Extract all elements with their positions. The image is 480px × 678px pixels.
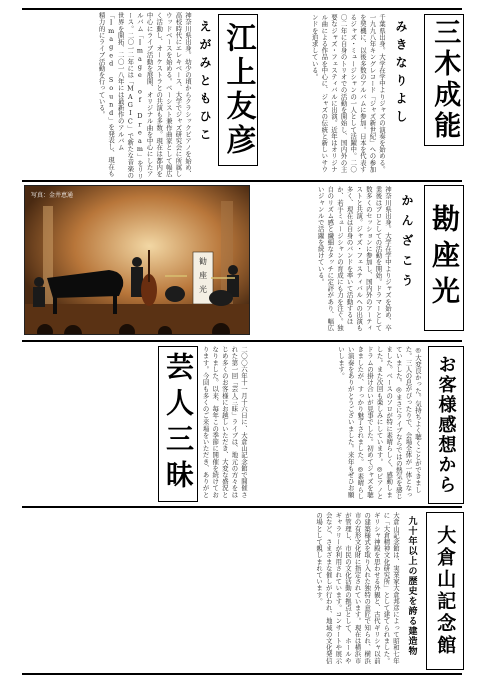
rule-mid-top bbox=[22, 180, 462, 182]
arts-body-text: 二〇〇六年十一月十六日に、大倉山記念館で開催された第一回「芸人三昧」ライブは、地元の方々をはじめ多くのお客様にお越しいただき、大変な盛況となりました。以来、毎年この季節に開催を続けております。今回も多くのご来場をいただき、ありがと bbox=[202, 346, 248, 498]
egami-bio-text: 神奈川県出身。幼少の頃からクラシックピアノを始め、高校時代にエレキベース、大学でジャズ研究会に所属しウッドベースを始める。ベーシスト兼作曲家として幅広く活動し、オーケストラとの共演も多数。現在は都内を中心にライブ活動を展開、オリジナル曲を中心にしたアルバム「Image of Dream」をリリース。二〇一二年には「MAGIC」で新たな音楽の世界を開拓、二〇一八年には最新作のアルバム「Imaged Sound」を発表し、現在も精力的にライブ活動を行っている。 bbox=[97, 12, 192, 180]
kanza-bio-text: 神奈川県出身。大学在学中よりジャズを始め、卒業後はプロとしての活動を開始。ドラマーとして数多くのセッションに参加し、国内外のアーティストと共演。ジャズ・フェスティバルへの出演も多く、現在は自身のバンドを率いて活動するほか、若手ミュージシャンの育成にも力を注ぐ。独自のリズム感と繊細なタッチに定評があり、幅広いジャンルで活躍を続けている。 bbox=[316, 186, 392, 332]
miki-name-title: 三木成能 bbox=[429, 18, 461, 142]
kinenkan-title-box bbox=[426, 512, 464, 670]
arts-title: 芸人三昧 bbox=[162, 352, 195, 496]
photo-credit: 写真：金井恵通 bbox=[31, 192, 74, 199]
egami-name-box bbox=[218, 14, 258, 166]
customer-title: お客様感想から bbox=[435, 355, 457, 495]
customer-comments: ◎大変良かった。気持ちよく聴くことができました。三人の息がぴったりで、会場全体が一体となっていました。◎まさにライブならではの熱気を感じました。ベースのソロが特に素晴らしく、感動しました。また次回も楽しみにしています。◎ピアノとドラムの掛け合いが見事でした。初めてジャズを聴きましたが、すっかり魅了されました。◎素晴らしい演奏をありがとうございました。来年もぜひお願いします。 bbox=[337, 346, 422, 500]
kanza-name-reading: かんざこう bbox=[400, 194, 414, 294]
kinenkan-subtitle: 九十年以上の歴史を誇る建造物 bbox=[406, 516, 417, 656]
svg-text:光: 光 bbox=[199, 285, 207, 294]
arts-body-left bbox=[22, 346, 154, 502]
customer-title-box bbox=[428, 346, 464, 504]
arts-title-box bbox=[158, 346, 198, 502]
rule-mid-bottom bbox=[22, 340, 462, 342]
kinenkan-title: 大倉山記念館 bbox=[434, 525, 457, 657]
svg-text:座: 座 bbox=[199, 271, 207, 280]
miki-name-box bbox=[424, 14, 464, 146]
kinenkan-body-text: 大倉山記念館は、実業家大倉邦彦によって昭和七年に「大倉精神文化研究所」として建てられました。ギリシャ神殿を思わせる外観と、古代ギリシャ以前の建築様式を取り入れた独特の意匠で知られ、横浜市の有形文化財に指定されています。現在は横浜市が管理し、市民の文化活動の拠点として、ホールやギャラリーが利用されています。コンサートや展示会など、さまざまな催しが行われ、地域の文化発信の場として親しまれています。 bbox=[315, 512, 400, 664]
rule-bottom-top bbox=[22, 506, 462, 508]
kanza-name-box bbox=[424, 185, 464, 331]
egami-name-title: 江上友彦 bbox=[220, 22, 256, 158]
banner-text: 勧 bbox=[199, 257, 207, 266]
concert-photo bbox=[24, 185, 250, 335]
concert-photo-illustration bbox=[25, 186, 250, 335]
egami-name-reading: えがみともひこ bbox=[198, 20, 212, 146]
kanza-name-title: 勘座光 bbox=[428, 204, 461, 312]
miki-bio-text: 千葉県出身。大学在学中よりジャズの演奏を始める。一九九八年キングレコード「ジャズ新世紀」への参加を契機に、以後多数のアルバムに参加。日本を代表するジャズ・ミュージシャンの一人として活躍中。二〇〇二年に自身のトリオでの活動を開始し、国内外の主要なジャズ・フェスティバルに出演。近年はオリジナル曲による作品を中心に、ジャズの伝統と新しいサウンドを追求している。 bbox=[310, 14, 386, 173]
bottom-border bbox=[22, 673, 462, 675]
miki-name-reading: みきなりよし bbox=[394, 20, 408, 128]
top-border bbox=[22, 8, 462, 10]
